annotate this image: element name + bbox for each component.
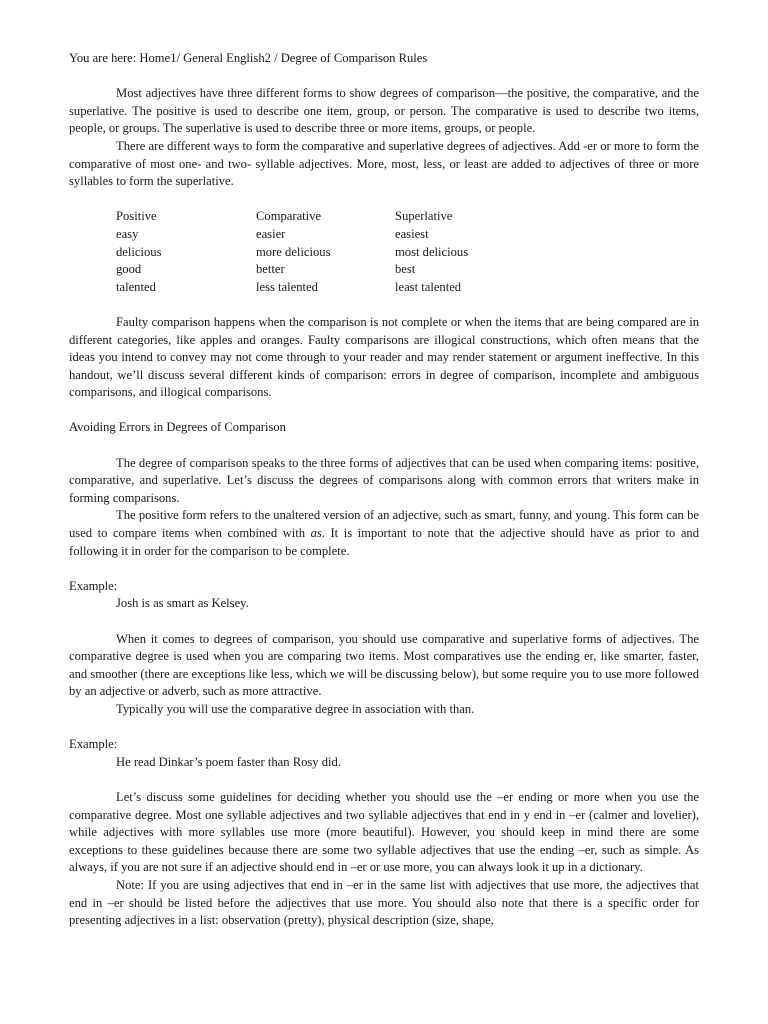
table-cell: good <box>116 262 142 277</box>
faulty-comparison-paragraph: Faulty comparison happens when the comparison is not complete or when the items that are being compared are in different categories, like apples and oranges. Faulty comparisons are illogical constructions, which often means that the ideas you intend to convey may not come through to your reader and may render statement or argument ineffective. In this handout, we’ll discuss several different kinds of comparison: errors in degree of comparison, incomplete and ambiguous comparisons, and illogical comparisons. <box>69 314 699 400</box>
table-cell: best <box>395 262 416 277</box>
table-row <box>116 226 468 244</box>
comparative-paragraph: When it comes to degrees of comparison, you should use comparative and superlative forms of adjectives. The comparative degree is used when you are comparing two items. Most comparatives use the ending er, like smarter, faster, and smoother (there are exceptions like less, which we will be discussing below), but some require you to use more followed by an adjective or adverb, such as more attractive. <box>69 631 699 699</box>
example-sentence: Josh is as smart as Kelsey. <box>116 596 249 611</box>
note-paragraph: Note: If you are using adjectives that end in –er in the same list with adjectives that use more, the adjectives that end in –er should be listed before the adjectives that use more. You should also note that there is a specific order for presenting adjectives in a list: observation (pretty), physical description (size, shape, <box>69 877 699 928</box>
positive-text-after: . It is important to note that the adjective should have as prior to and following it in order for the comparison to be complete. <box>69 526 699 558</box>
positive-form-paragraph <box>69 507 699 560</box>
table-cell: most delicious <box>395 244 469 259</box>
example-label: Example: <box>69 737 118 752</box>
table-row <box>116 261 468 279</box>
table-header-row <box>116 208 468 226</box>
table-cell: more delicious <box>256 244 331 259</box>
positive-text-before: The positive form refers to the unaltered version of an adjective, such as smart, funny, and young. This form can be used to compare items when combined with <box>69 508 699 541</box>
intro-paragraph-1: Most adjectives have three different forms to show degrees of comparison—the positive, the comparative, and the superlative. The positive is used to describe one item, group, or person. The comparative is used to describe two items, people, or groups. The superlative is used to describe three or more items, groups, or people. <box>69 86 699 136</box>
header-superlative: Superlative <box>395 209 453 224</box>
table-cell: delicious <box>116 244 162 259</box>
breadcrumb: You are here: Home1/ General English2 / Degree of Comparison Rules <box>69 51 428 65</box>
table-cell: easier <box>256 226 286 241</box>
comparative-than-paragraph: Typically you will use the comparative degree in association with than. <box>116 701 475 716</box>
document-page <box>69 50 699 930</box>
table-cell: talented <box>116 279 156 294</box>
table-cell: easy <box>116 226 139 241</box>
example-sentence: He read Dinkar’s poem faster than Rosy did. <box>116 754 341 769</box>
positive-text-emphasis: as <box>310 526 322 541</box>
table-cell: easiest <box>395 226 429 241</box>
example-label: Example: <box>69 578 118 593</box>
section-heading: Avoiding Errors in Degrees of Comparison <box>69 420 286 435</box>
guidelines-paragraph: Let’s discuss some guidelines for deciding whether you should use the –er ending or more when you use the comparative degree. Most one syllable adjectives and two syllable adjectives that end in y end in –er (calmer and lovelier), while adjectives with more syllables use more (more beautiful). However, you should keep in mind there are some exceptions to these guidelines because there are some two syllable adjectives that use the ending –er, such as simple. As always, if you are not sure if an adjective should end in –er or use more, you can always look it up in a dictionary. <box>69 789 699 875</box>
table-cell: less talented <box>256 279 318 294</box>
degree-forms-table <box>116 208 468 296</box>
table-row <box>116 279 468 297</box>
table-cell: least talented <box>395 279 462 294</box>
table-cell: better <box>256 262 285 277</box>
degree-paragraph: The degree of comparison speaks to the three forms of adjectives that can be used when comparing items: positive, comparative, and superlative. Let’s discuss the degrees of comparisons along with common errors that writers make in forming comparisons. <box>69 455 699 505</box>
header-positive: Positive <box>116 209 157 224</box>
table-row <box>116 244 468 262</box>
header-comparative: Comparative <box>256 209 322 224</box>
intro-paragraph-2: There are different ways to form the comparative and superlative degrees of adjectives. Add -er or more to form the comparative of most one- and two- syllable adjectives. More, most, less, or least are added to adjectives of three or more syllables to form the superlative. <box>69 138 699 189</box>
